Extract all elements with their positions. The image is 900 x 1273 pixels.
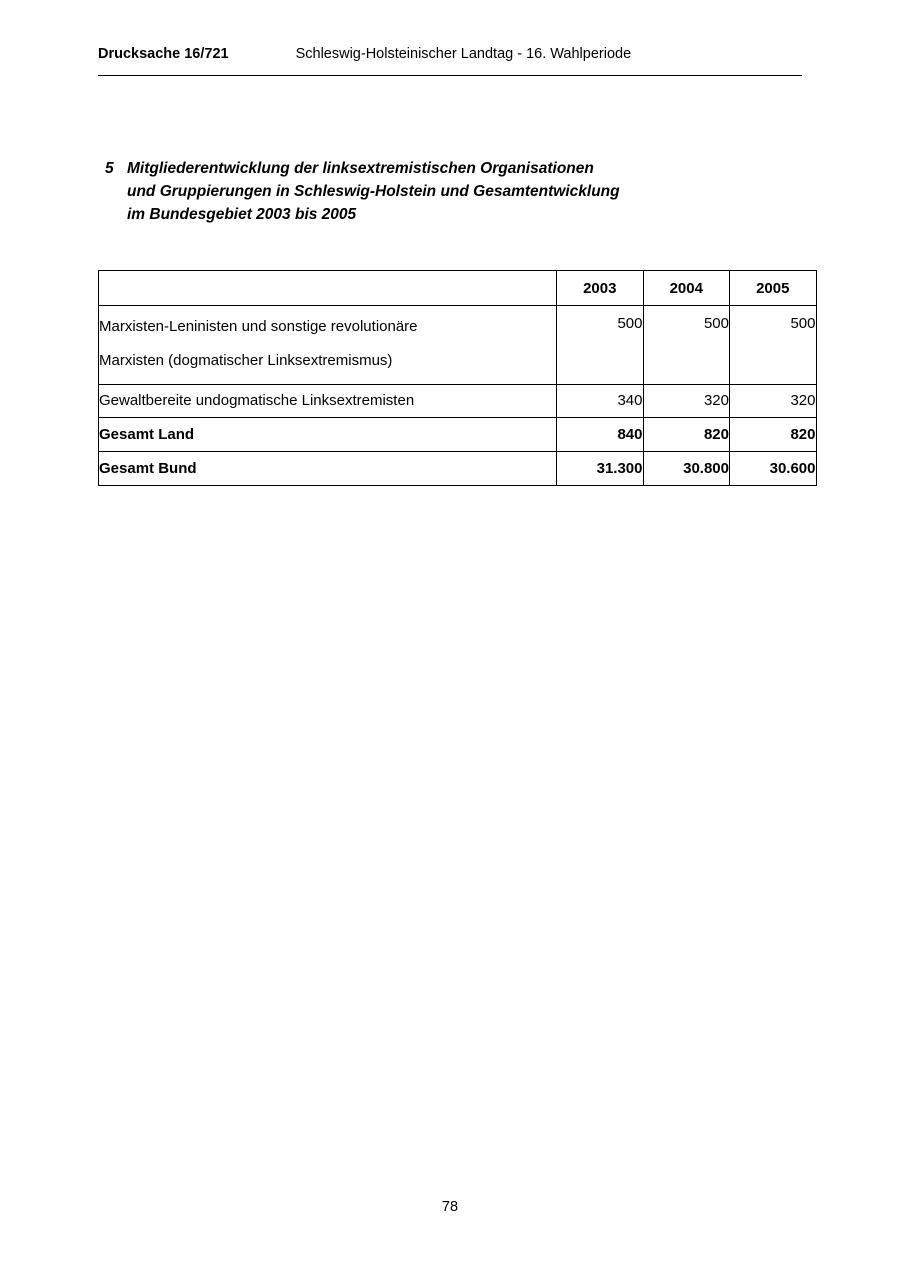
table-header-empty (99, 271, 557, 306)
membership-table (98, 270, 817, 486)
row-gewaltbereite-2005: 320 (730, 384, 817, 417)
row-gesamt-bund-2005: 30.600 (730, 451, 817, 485)
row-label-gesamt-bund: Gesamt Bund (99, 451, 557, 485)
row-gesamt-land-2004: 820 (643, 417, 730, 451)
row-marxisten-2005: 500 (730, 306, 817, 385)
page-number: 78 (441, 1199, 459, 1215)
header-document-number: Drucksache 16/721 (98, 46, 229, 62)
row-marxisten-2003: 500 (557, 306, 644, 385)
section-title (127, 158, 805, 227)
table-row (99, 417, 817, 451)
row-label-line-1: Marxisten-Leninisten und sonstige revolutionäre (99, 318, 418, 335)
row-gewaltbereite-2004: 320 (643, 384, 730, 417)
row-gesamt-land-2005: 820 (730, 417, 817, 451)
section-title-line-1: Mitgliederentwicklung der linksextremistischen Organisationen (127, 160, 594, 177)
table-row (99, 306, 817, 385)
row-label-marxisten (99, 306, 557, 385)
table-row (99, 451, 817, 485)
table-header-row (99, 271, 817, 306)
section-title-line-2: und Gruppierungen in Schleswig-Holstein und Gesamtentwicklung (127, 182, 620, 200)
row-gesamt-bund-2004: 30.800 (643, 451, 730, 485)
section-number: 5 (105, 160, 114, 177)
page-header (98, 46, 802, 76)
table-row (99, 384, 817, 417)
page-footer (0, 1199, 900, 1215)
section-title-line-3: im Bundesgebiet 2003 bis 2005 (127, 205, 357, 223)
row-label-gewaltbereite: Gewaltbereite undogmatische Linksextremisten (99, 384, 557, 417)
row-gewaltbereite-2003: 340 (557, 384, 644, 417)
header-parliament-title: Schleswig-Holsteinischer Landtag - 16. Wahlperiode (295, 46, 632, 62)
row-gesamt-bund-2003: 31.300 (557, 451, 644, 485)
table-header-2005: 2005 (730, 271, 817, 306)
row-marxisten-2004: 500 (643, 306, 730, 385)
row-label-gesamt-land: Gesamt Land (99, 417, 557, 451)
table-header-2004: 2004 (643, 271, 730, 306)
section-heading (105, 158, 805, 227)
membership-table-container (98, 270, 816, 486)
table-header-2003: 2003 (557, 271, 644, 306)
row-label-line-2: Marxisten (dogmatischer Linksextremismus) (99, 351, 393, 369)
row-gesamt-land-2003: 840 (557, 417, 644, 451)
